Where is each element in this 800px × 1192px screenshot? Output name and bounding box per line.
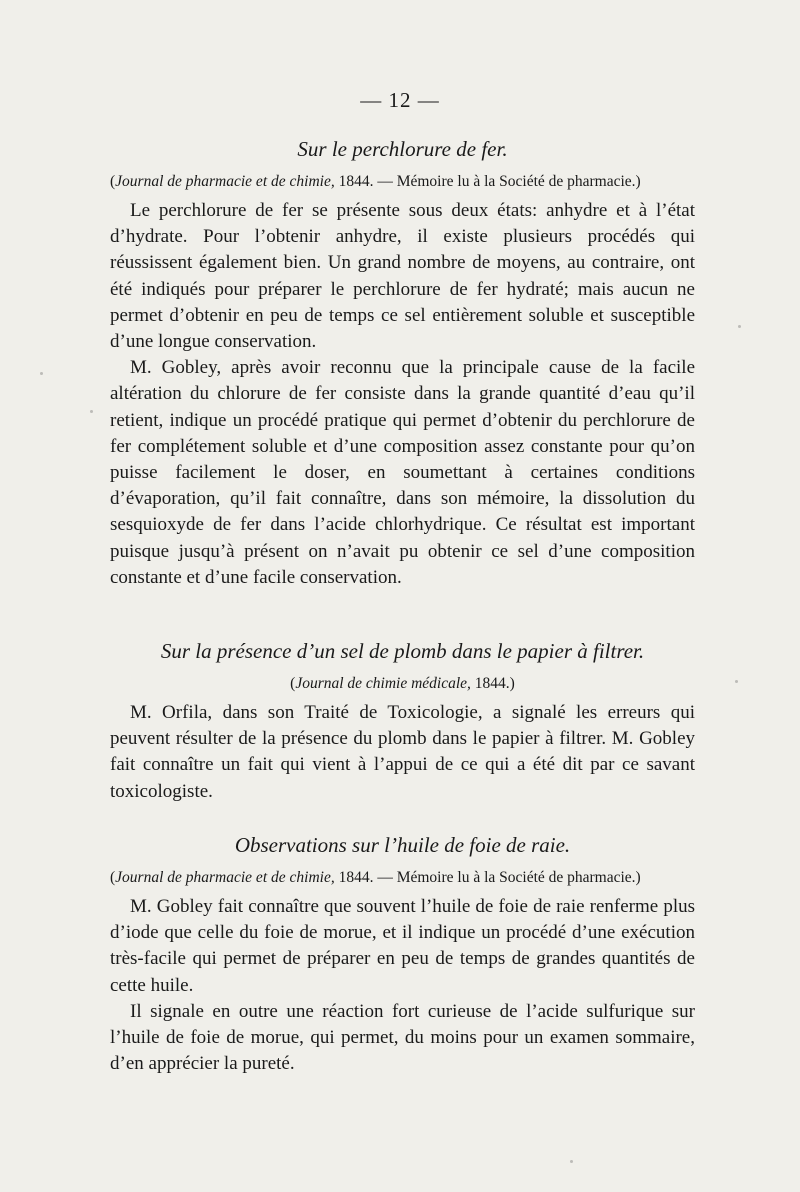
section-huile-raie — [110, 830, 695, 1077]
paragraph: Il signale en outre une réaction fort curieuse de l’acide sulfurique sur l’huile de foie de morue, qui permet, du moins pour un examen sommaire, d’en apprécier la pureté. — [110, 1000, 695, 1075]
source-citation — [110, 866, 695, 890]
source-journal: Journal de pharmacie et de chimie, — [115, 173, 335, 190]
paragraph: Le perchlorure de fer se présente sous deux états: anhydre et à l’état d’hydrate. Pour l’obtenir anhydre, il existe plusieurs procédés qui réussissent également bien. Un grand nombre de moyens, au contraire, ont été indiqués pour préparer le perchlorure de fer hydraté; mais aucun ne permet d’obtenir en peu de temps ce sel entièrement soluble et susceptible d’une longue conservation. — [110, 200, 695, 353]
section-title: Observations sur l’huile de foie de raie. — [234, 833, 571, 857]
source-details: 1844. — Mémoire lu à la Société de pharmacie.) — [334, 869, 641, 886]
source-open: ( — [110, 173, 116, 190]
paragraph: M. Orfila, dans son Traité de Toxicologie, a signalé les erreurs qui peuvent résulter de la présence du plomb dans le papier à filtrer. M. Gobley fait connaître un fait qui vient à l’appui de ce qui a été dit par ce savant toxicologiste. — [110, 702, 695, 802]
source-citation — [110, 672, 695, 696]
source-details: 1844. — Mémoire lu à la Société de pharmacie.) — [334, 173, 641, 190]
paper-speck — [90, 410, 93, 413]
source-journal: Journal de pharmacie et de chimie, — [115, 869, 335, 886]
paper-speck — [570, 1160, 573, 1163]
source-citation — [110, 170, 695, 194]
source-journal: Journal de chimie médicale, — [295, 675, 471, 692]
page-number: — 12 — — [360, 88, 440, 112]
source-open: ( — [290, 675, 296, 692]
section-plomb-papier — [110, 636, 695, 805]
paragraph: M. Gobley fait connaître que souvent l’huile de foie de raie renferme plus d’iode que celle du foie de morue, et il indique un procédé d’une exécution très-facile qui permet de préparer en peu de temps de grandes quantités de cette huile. — [110, 896, 695, 996]
section-title: Sur le perchlorure de fer. — [297, 137, 508, 161]
source-details: 1844.) — [470, 675, 515, 692]
section-title: Sur la présence d’un sel de plomb dans le papier à filtrer. — [160, 639, 645, 663]
paper-speck — [40, 372, 43, 375]
source-open: ( — [110, 869, 116, 886]
paragraph: M. Gobley, après avoir reconnu que la principale cause de la facile altération du chlorure de fer consiste dans la grande quantité d’eau qu’il retient, indique un procédé pratique qui permet d’obtenir du perchlorure de fer complétement soluble et d’une composition assez constante pour qu’on puisse facilement le doser, en soumettant à certaines conditions d’évaporation, qu’il fait connaître, dans son mémoire, la dissolution du sesquioxyde de fer dans l’acide chlorhydrique. Ce résultat est important puisque jusqu’à présent on n’avait pu obtenir ce sel d’une composition constante et d’une facile conservation. — [110, 357, 695, 588]
paper-speck — [735, 680, 738, 683]
section-perchlorure — [110, 134, 695, 591]
paper-speck — [738, 325, 741, 328]
